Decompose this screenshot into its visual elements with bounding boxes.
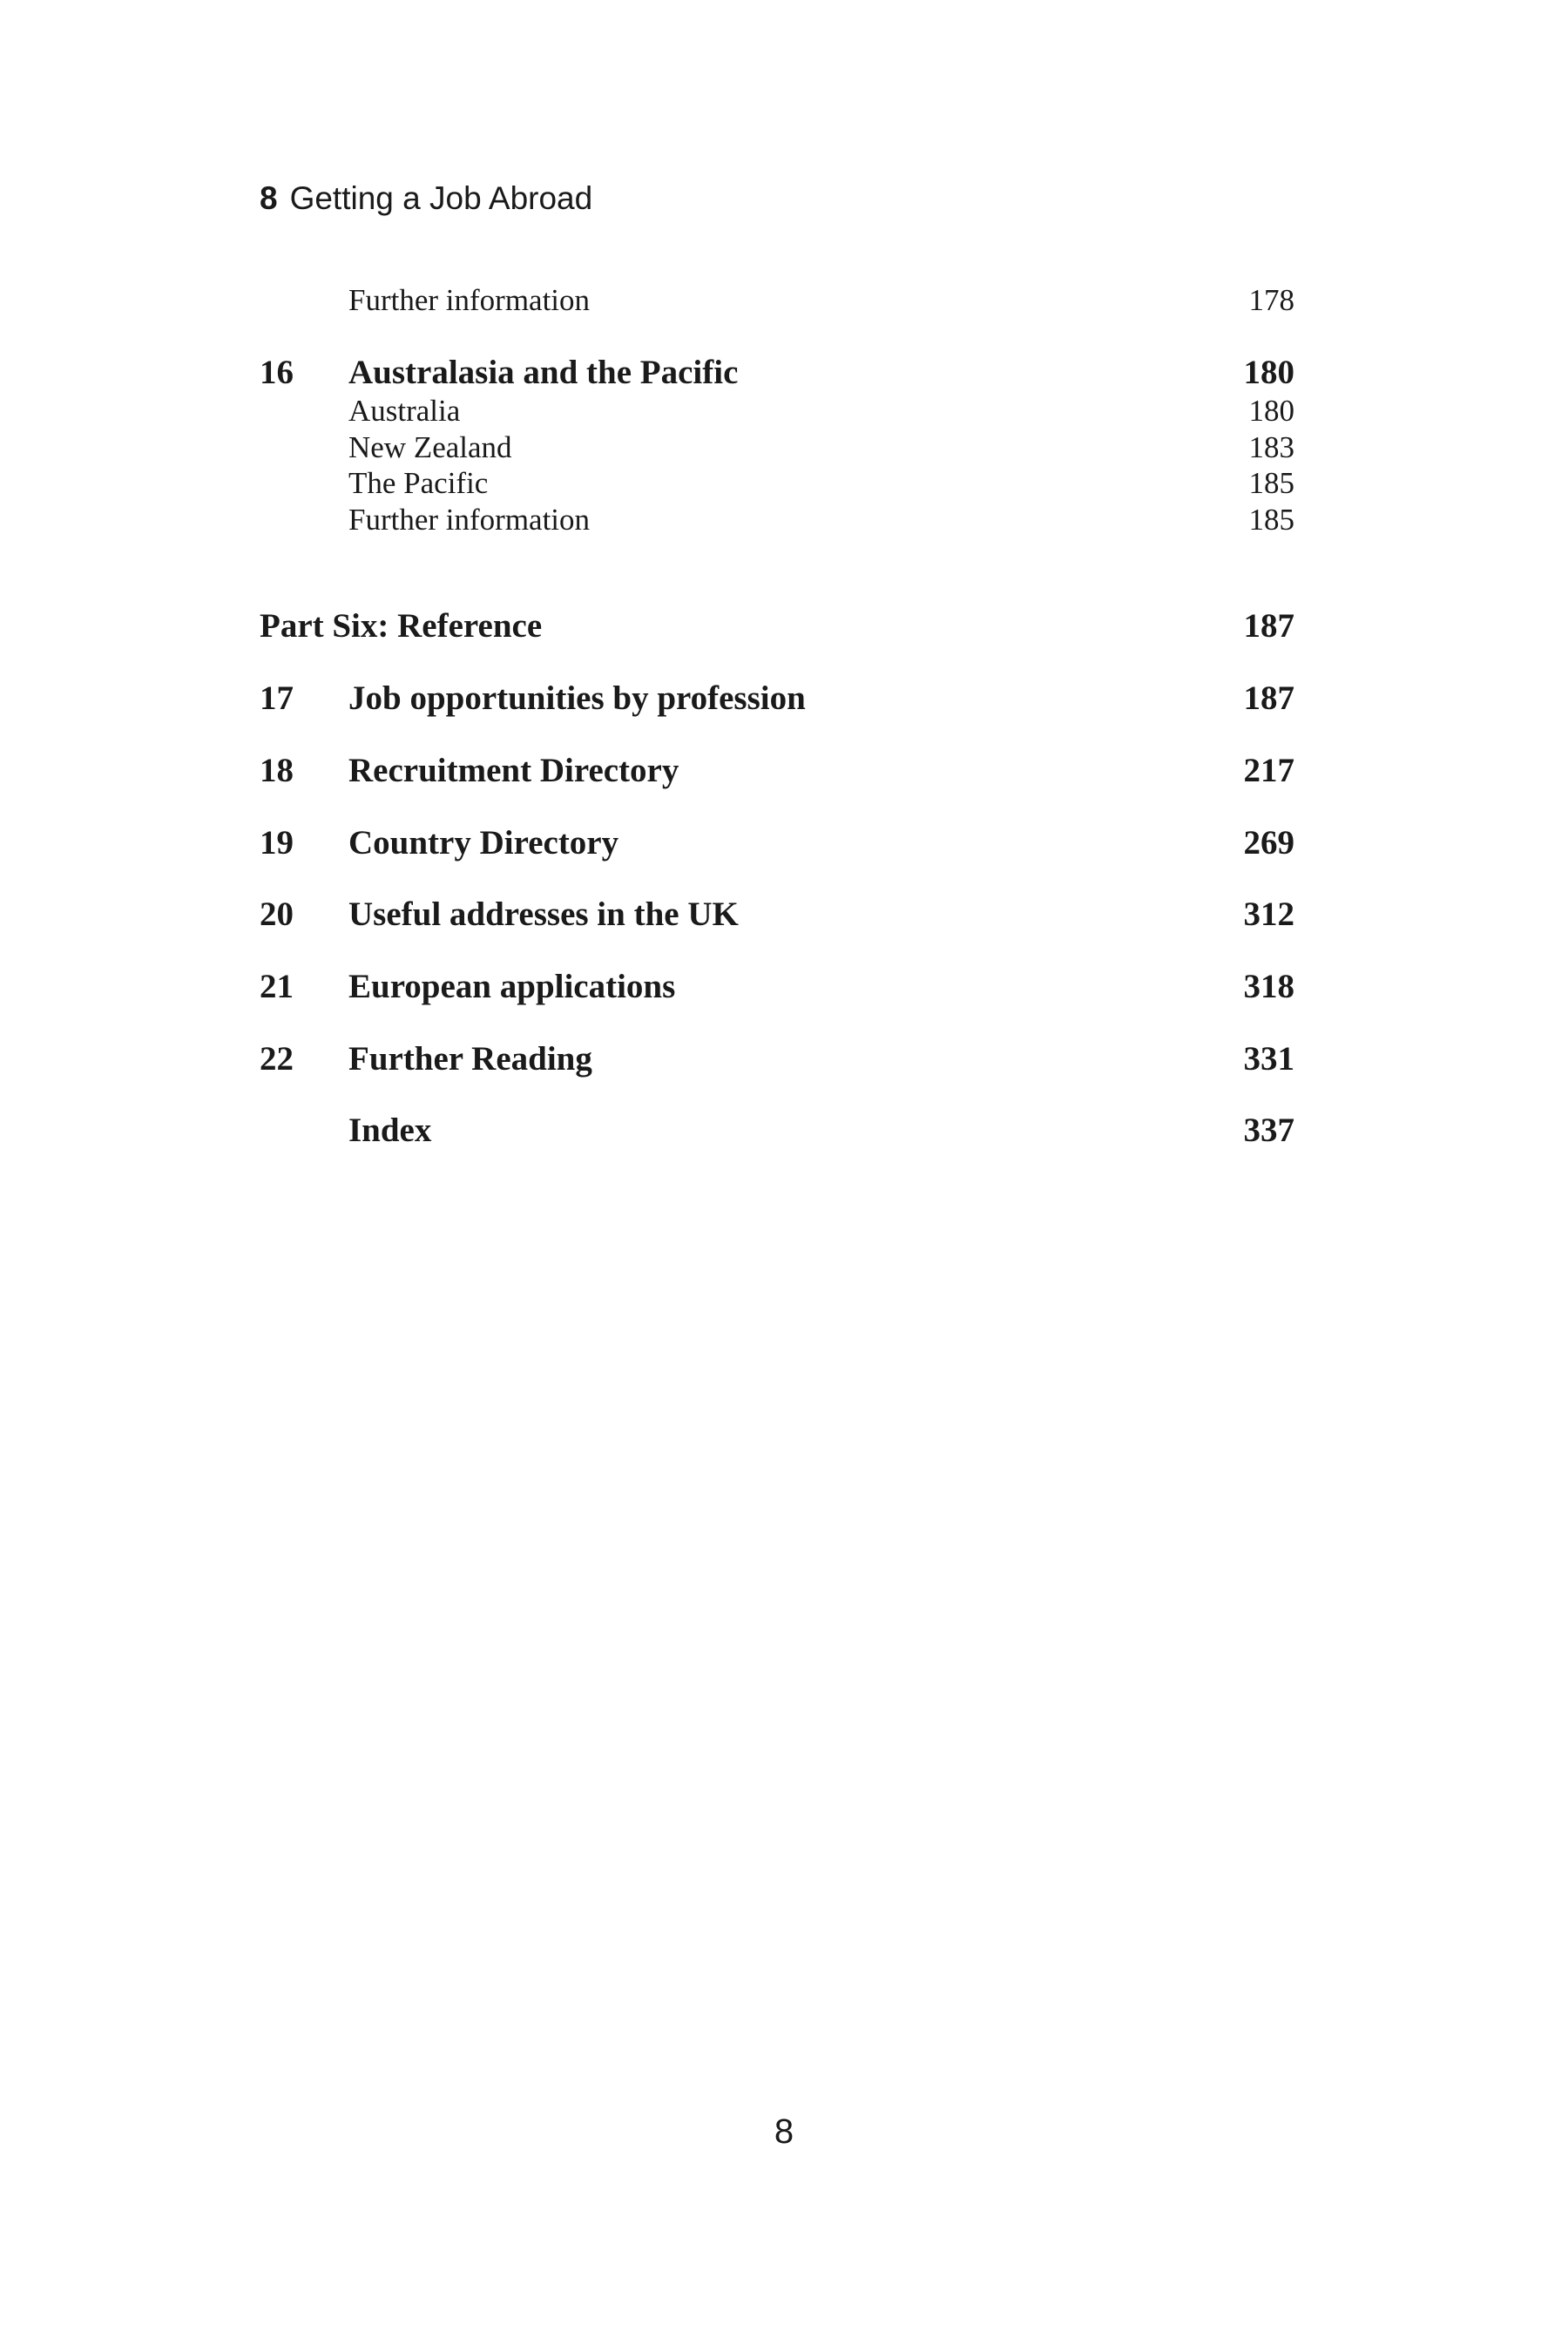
toc-chapter-page: 187 [1243, 679, 1294, 717]
toc-chapter-page: 180 [1243, 354, 1294, 391]
toc-section-page: 183 [1248, 430, 1294, 464]
toc-section-title: The Pacific [348, 466, 489, 500]
toc-chapter-title: Further Reading [348, 1040, 592, 1078]
toc-chapter-number: 21 [260, 968, 294, 1005]
toc-chapter-title: Useful addresses in the UK [348, 896, 739, 933]
toc-section-australia [260, 394, 1294, 430]
toc-chapter-page: 312 [1243, 896, 1294, 933]
toc-section-further-information [260, 503, 1294, 539]
toc-chapter-title: Australasia and the Pacific [348, 354, 739, 391]
toc-chapter-page: 318 [1243, 968, 1294, 1005]
toc-chapter-20 [260, 895, 1294, 935]
running-head [260, 180, 592, 217]
toc-chapter-title: European applications [348, 968, 676, 1005]
toc-part-title: Part Six: Reference [260, 607, 543, 645]
toc-chapter-title: Job opportunities by profession [348, 679, 806, 717]
toc-section-page: 180 [1248, 394, 1294, 428]
toc-chapter-number: 16 [260, 354, 294, 391]
toc-section-new-zealand [260, 430, 1294, 467]
toc-chapter-22 [260, 1039, 1294, 1079]
toc-chapter-17 [260, 679, 1294, 719]
toc-entry-page: 178 [1248, 283, 1294, 317]
toc-chapter-page: 269 [1243, 824, 1294, 862]
toc-index [260, 1111, 1294, 1151]
toc-chapter-page: 331 [1243, 1040, 1294, 1078]
toc-chapter-16 [260, 353, 1294, 393]
toc-chapter-title: Recruitment Directory [348, 752, 679, 789]
running-head-book-title: Getting a Job Abroad [289, 180, 593, 216]
toc-chapter-title: Country Directory [348, 824, 619, 862]
toc-part-page: 187 [1243, 607, 1294, 645]
toc-chapter-18 [260, 751, 1294, 791]
toc-section-title: Australia [348, 394, 461, 428]
page-folio: 8 [774, 2112, 794, 2151]
toc-part-six [260, 606, 1294, 646]
toc-chapter-number: 18 [260, 752, 294, 789]
toc-section-page: 185 [1248, 466, 1294, 500]
toc-chapter-page: 217 [1243, 752, 1294, 789]
toc-chapter-number: 17 [260, 679, 294, 717]
toc-chapter-number: 22 [260, 1040, 294, 1078]
toc-section-title: New Zealand [348, 430, 512, 464]
toc-index-page: 337 [1243, 1112, 1294, 1149]
toc-section-the-pacific [260, 466, 1294, 503]
toc-entry-further-information-178 [260, 283, 1294, 320]
running-head-page-number: 8 [260, 180, 278, 216]
toc-chapter-21 [260, 967, 1294, 1007]
toc-entry-title: Further information [348, 283, 591, 317]
toc-section-page: 185 [1248, 503, 1294, 537]
toc-section-title: Further information [348, 503, 591, 537]
toc-chapter-19 [260, 823, 1294, 863]
toc-chapter-number: 19 [260, 824, 294, 862]
toc-chapter-number: 20 [260, 896, 294, 933]
toc-index-title: Index [348, 1112, 432, 1149]
